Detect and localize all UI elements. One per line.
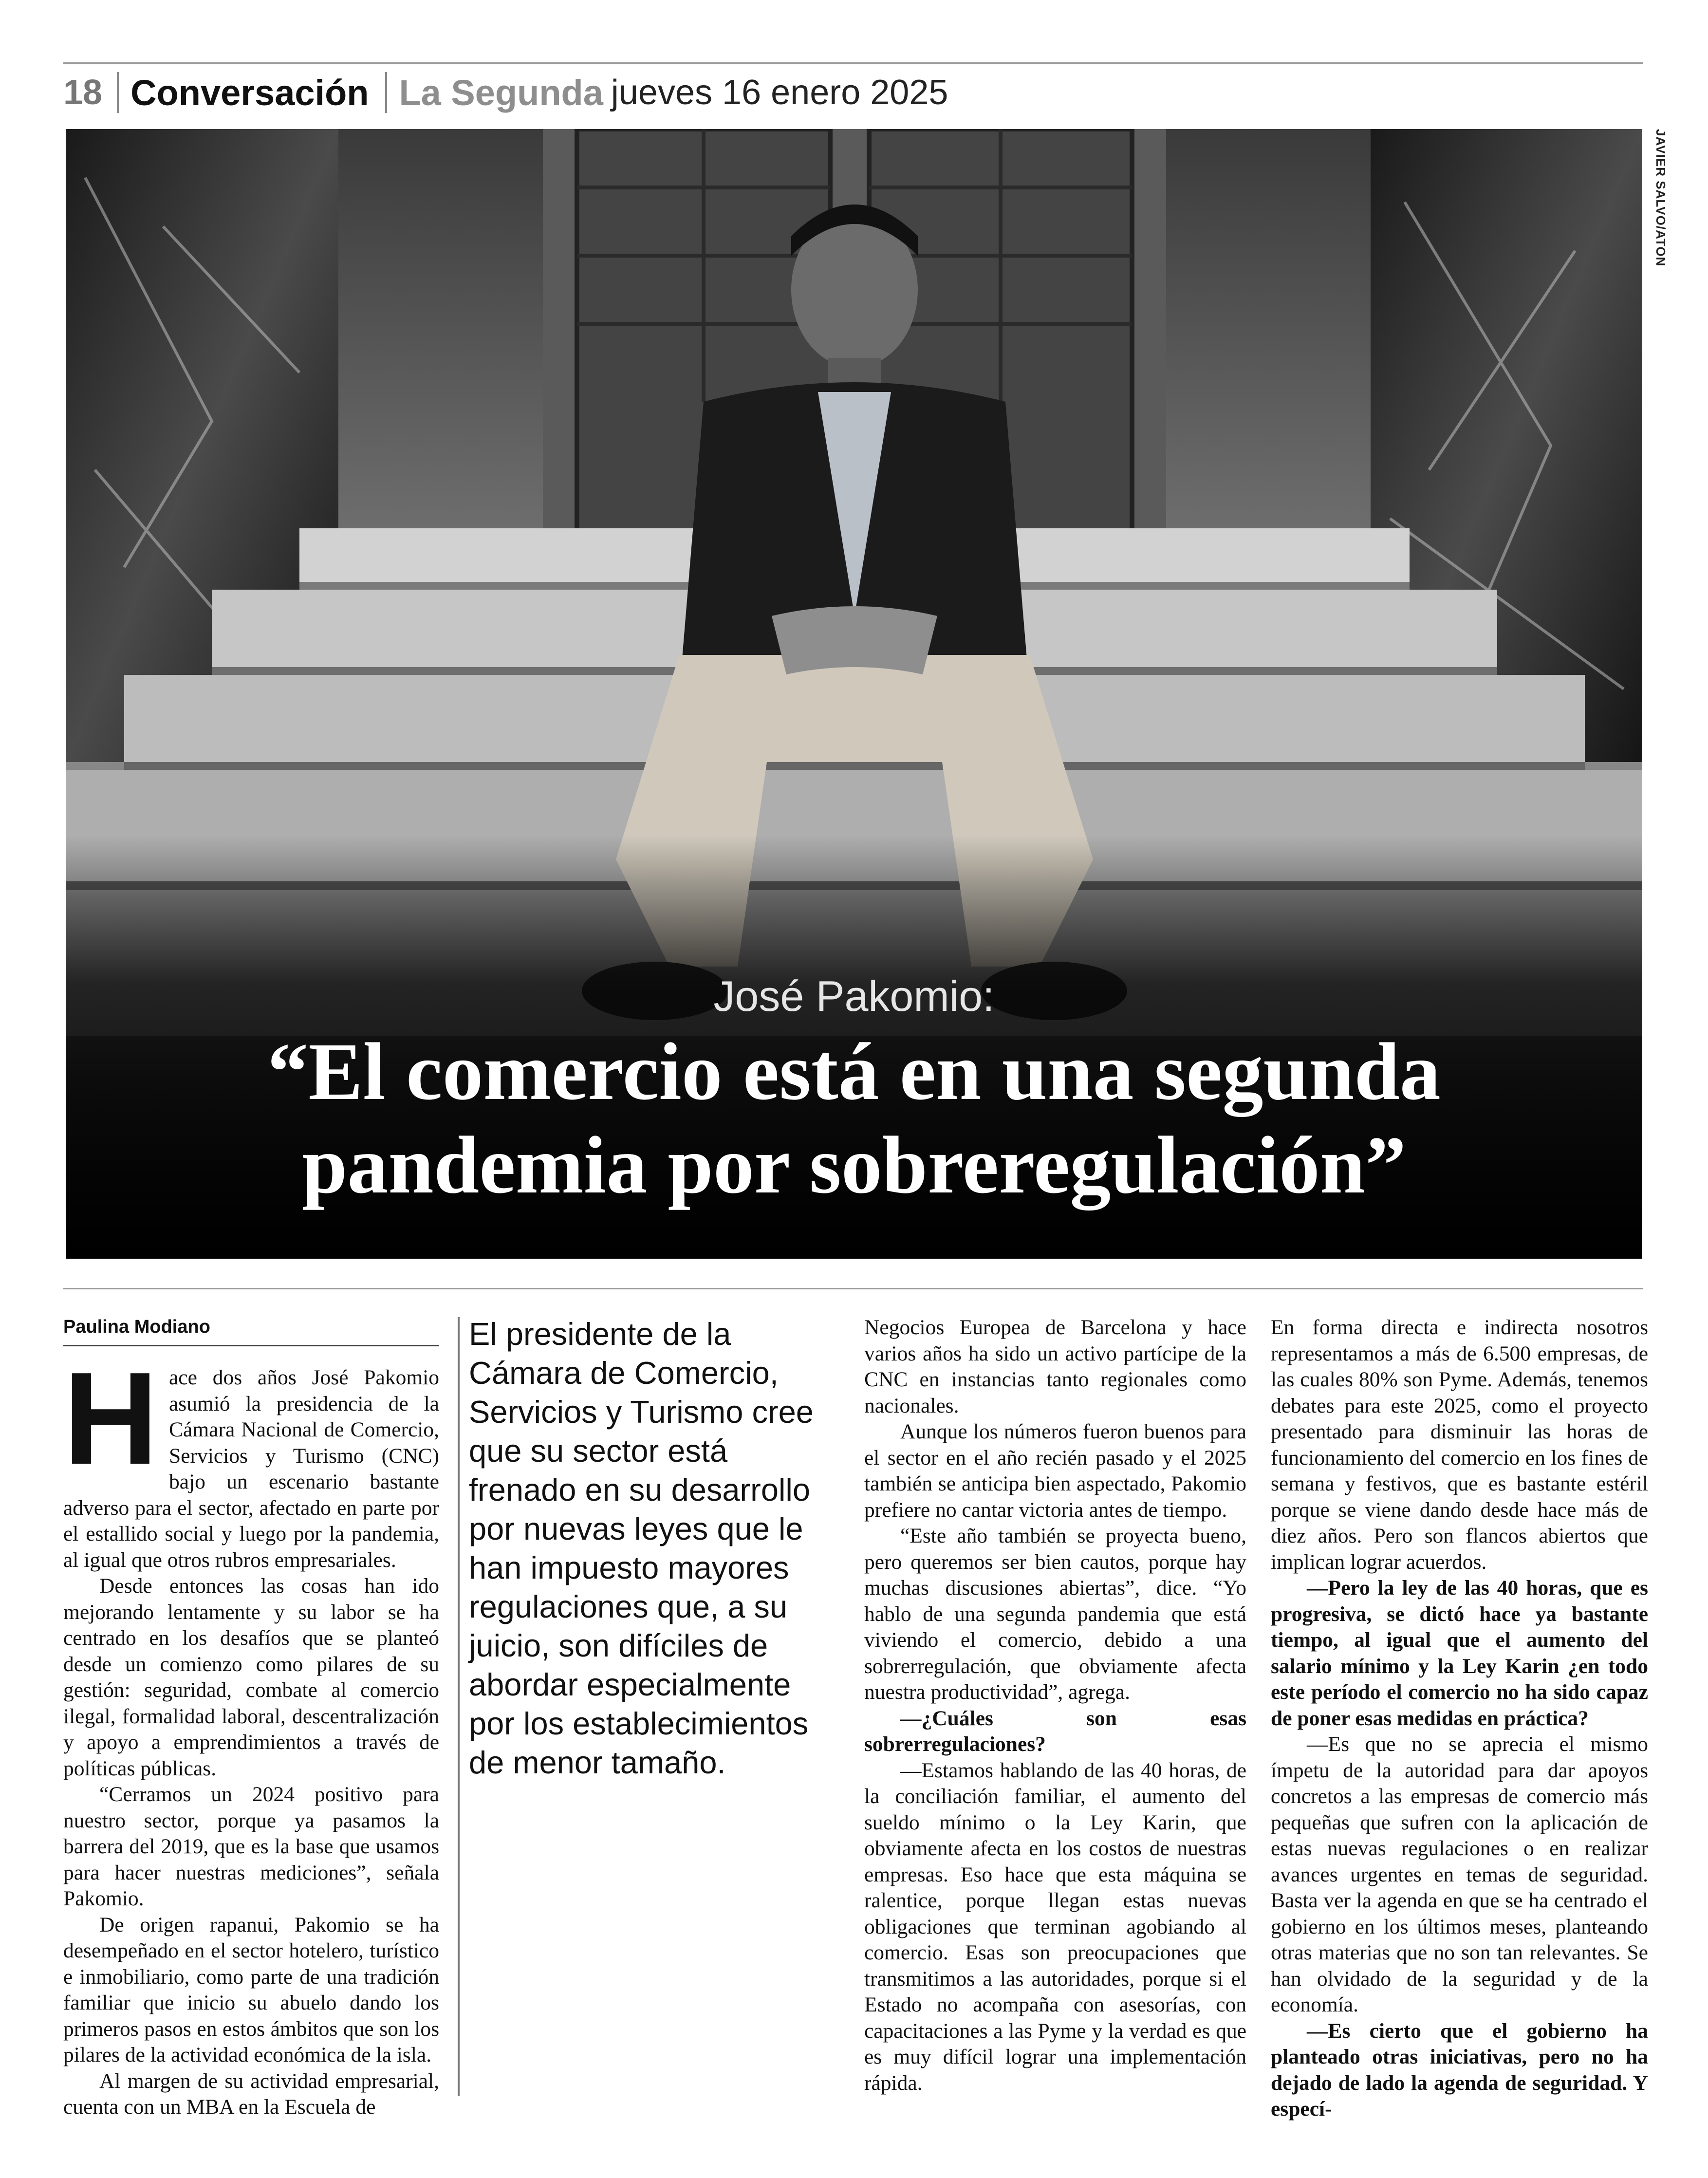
article-paragraph: “Cerramos un 2024 positivo para nuestro sector, porque ya pasamos la barrera del 2019, que es la base que usamos para hacer nuestras mediciones”, señala Pakomio. xyxy=(63,1783,439,1910)
article-column-1 xyxy=(63,1315,439,2121)
article-deck: El presidente de la Cámara de Comercio, Servicios y Turismo cree que su sector está frenado en su desarrollo por nuevas leyes que le han impuesto mayores regulaciones que, a su juicio, son difíciles de abordar especialmente por los establecimientos de menor tamaño. xyxy=(469,1316,814,1780)
article-column-4 xyxy=(1271,1315,1648,2122)
article-paragraph: “Este año también se proyecta bueno, pero queremos ser bien cautos, porque hay muchas discusiones abiertas”, dice. “Yo hablo de una segunda pandemia que está viviendo el comercio, debido a una sobrerregulación, que obviamente afecta nuestra productividad”, agrega. xyxy=(864,1524,1246,1704)
deck-divider xyxy=(458,1317,460,2096)
headline-line-1: “El comercio está en una segunda xyxy=(267,1026,1441,1117)
article-paragraph: Hace dos años José Pakomio asumió la presidencia de la Cámara Nacional de Comercio, Servicios y Turismo (CNC) bajo un escenario bastante adverso para el sector, afectado en parte por el estallido social y luego por la pandemia, al igual que otros rubros empresariales. xyxy=(63,1345,439,1572)
article-paragraph: Aunque los números fueron buenos para el sector en el año recién pasado y el 2025 también se anticipa bien aspectado, Pakomio prefiere no cantar victoria antes de tiempo. xyxy=(864,1420,1246,1522)
interview-question: —Pero la ley de las 40 horas, que es progresiva, se dictó hace ya bastante tiempo, al igual que el aumento del salario mínimo y la Ley Karin ¿en todo este período el comercio no ha sido capaz de poner esas medidas en práctica? xyxy=(1271,1576,1648,1730)
article-paragraph: —Estamos hablando de las 40 horas, de la conciliación familiar, el aumento del sueldo mínimo o la Ley Karin, que obviamente afecta en los costos de nuestras empresas. Eso hace que esta máquina se ralentice, porque llegan estas nuevas obligaciones que terminan agobiando al comercio. Esas son preocupaciones que transmitimos a las autoridades, porque si el Estado no acompaña con asesorías, con capacitaciones a las Pyme y la verdad es que es muy difícil lograr una implementación rápida. xyxy=(864,1758,1246,2095)
photo-credit-text: JAVIER SALVO/ATON xyxy=(1653,129,1668,267)
header-divider xyxy=(117,72,119,113)
page-header xyxy=(63,66,948,119)
section-name: Conversación xyxy=(130,72,369,113)
content-rule xyxy=(63,1288,1643,1289)
article-paragraph: En forma directa e indirecta nosotros representamos a más de 6.500 empresas, de las cuales 80% son Pyme. Además, tenemos debates para este 2025, como el proyecto presentado para disminuir las horas de funcionamiento del comercio en los fines de semana y festivos, que es bastante estéril porque se viene dando desde hace más de diez años. Pero son flancos abiertos que implican lograr acuerdos. xyxy=(1271,1316,1648,1574)
article-paragraph: De origen rapanui, Pakomio se ha desempeñado en el sector hotelero, turístico e inmobiliario, como parte de una tradición familiar que inicio su abuelo dando los primeros pasos en estos ámbitos que son los pilares de la actividad económica de la isla. xyxy=(63,1913,439,2066)
headline-title xyxy=(66,1025,1642,1212)
header-divider xyxy=(385,72,387,113)
lead-photo xyxy=(66,129,1642,1259)
article-paragraph: Al margen de su actividad empresarial, cuenta con un MBA en la Escuela de xyxy=(63,2069,439,2119)
article-paragraph: Negocios Europea de Barcelona y hace varios años ha sido un activo partícipe de la CNC en instancias tanto regionales como nacionales. xyxy=(864,1316,1246,1417)
headline-line-2: pandemia por sobreregulación” xyxy=(301,1120,1407,1210)
headline-kicker: José Pakomio: xyxy=(713,972,995,1020)
byline: Paulina Modiano xyxy=(63,1315,439,1346)
interview-question: —¿Cuáles son esas sobrerregulaciones? xyxy=(864,1706,1246,1756)
interview-question: —Es cierto que el gobierno ha planteado otras iniciativas, pero no ha dejado de lado la agenda de seguridad. Y especí- xyxy=(1271,2019,1648,2121)
header-rule xyxy=(63,62,1643,64)
photo-credit xyxy=(1653,129,1677,275)
drop-cap: H xyxy=(63,1345,158,1492)
publication-date: jueves 16 enero 2025 xyxy=(611,73,948,112)
newspaper-name: La Segunda xyxy=(399,72,603,113)
article-paragraph: —Es que no se aprecia el mismo ímpetu de la autoridad para dar apoyos concretos a las empresas de comercio más pequeñas que sufren con la aplicación de estas nuevas regulaciones o en realizar avances urgentes en temas de seguridad. Basta ver la agenda en que se ha centrado el gobierno en los últimos meses, planteando otras materias que no son tan relevantes. Se han olvidado de la seguridad y de la economía. xyxy=(1271,1732,1648,2016)
page-number: 18 xyxy=(63,73,103,112)
article-paragraph: Desde entonces las cosas han ido mejorando lentamente y su labor se ha centrado en los desafíos que se planteó desde un comienzo como pilares de su gestión: seguridad, combate al comercio ilegal, formalidad laboral, descentralización y apoyo a emprendimientos a través de políticas públicas. xyxy=(63,1574,439,1780)
article-column-3 xyxy=(864,1315,1246,2096)
